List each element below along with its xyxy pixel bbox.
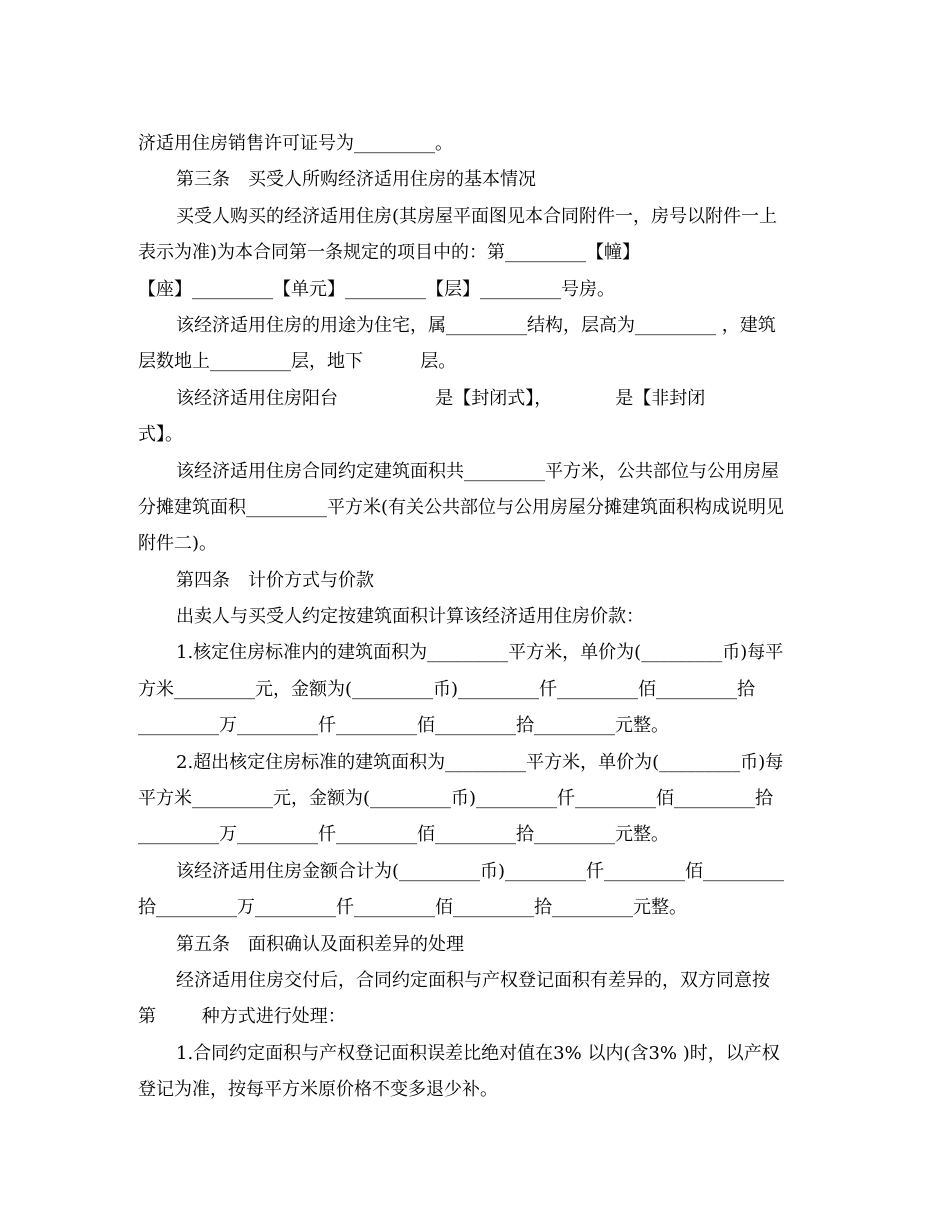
text-line: 附件二)。 <box>138 533 218 554</box>
text-line: 表示为准)为本合同第一条规定的项目中的：第_________【幢】 <box>138 242 641 263</box>
text-line: _________万_________仟_________佰_________拾_________元整。 <box>138 715 669 736</box>
text-line: 该经济适用住房阳台 是【封闭式】， 是【非封闭 <box>176 388 706 409</box>
text-line: 【座】_________【单元】_________【层】_________号房。 <box>138 279 615 300</box>
text-line: 方米_________元，金额为(_________币)_________仟_________佰_________拾 <box>138 679 756 700</box>
text-line: 登记为准，按每平方米原价格不变多退少补。 <box>138 1079 498 1100</box>
text-line: 分摊建筑面积_________平方米(有关公共部位与公用房屋分摊建筑面积构成说明见 <box>138 497 785 518</box>
article-heading: 第四条 计价方式与价款 <box>176 570 374 591</box>
text-line: 济适用住房销售许可证号为_________。 <box>138 133 453 154</box>
text-line: 该经济适用住房的用途为住宅，属_________结构，层高为_________ ，建筑 <box>176 315 776 336</box>
text-line: 买受人购买的经济适用住房(其房屋平面图见本合同附件一，房号以附件一上 <box>176 206 778 227</box>
text-line: 经济适用住房交付后，合同约定面积与产权登记面积有差异的，双方同意按 <box>176 970 770 991</box>
text-line: 层数地上_________层，地下 层。 <box>138 351 457 372</box>
text-line: 式】。 <box>138 424 183 445</box>
text-line: 第 种方式进行处理： <box>138 1006 346 1027</box>
text-line: 拾_________万_________仟_________佰_________拾_________元整。 <box>138 897 687 918</box>
article-heading: 第五条 面积确认及面积差异的处理 <box>176 934 464 955</box>
article-heading: 第三条 买受人所购经济适用住房的基本情况 <box>176 169 536 190</box>
text-line: 1.核定住房标准内的建筑面积为_________平方米，单价为(_________币)每平 <box>176 642 784 663</box>
text-line: 平方米_________元，金额为(_________币)_________仟_________佰_________拾 <box>138 788 774 809</box>
text-line: 出卖人与买受人约定按建筑面积计算该经济适用住房价款： <box>176 606 644 627</box>
text-line: 该经济适用住房合同约定建筑面积共_________平方米，公共部位与公用房屋 <box>176 461 779 482</box>
text-line: 该经济适用住房金额合计为(_________币)_________仟_________佰_________ <box>176 861 785 882</box>
text-line: 2.超出核定住房标准的建筑面积为_________平方米，单价为(_________币)每 <box>176 752 784 773</box>
text-line: 1.合同约定面积与产权登记面积误差比绝对值在3% 以内(含3% )时，以产权 <box>176 1043 780 1064</box>
text-line: _________万_________仟_________佰_________拾_________元整。 <box>138 824 669 845</box>
